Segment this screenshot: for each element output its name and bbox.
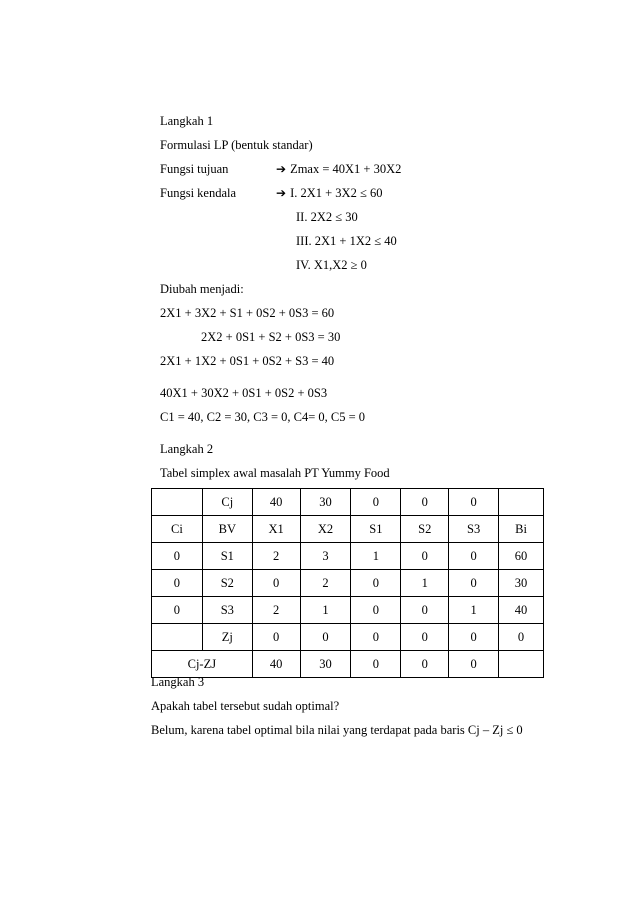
table-cell: Zj <box>202 624 252 651</box>
column-header: X2 <box>300 516 351 543</box>
table-row <box>152 597 544 624</box>
table-cell <box>152 624 203 651</box>
zj-row <box>152 624 544 651</box>
table-cell: 0 <box>252 570 300 597</box>
table-caption: Tabel simplex awal masalah PT Yummy Food <box>160 466 390 480</box>
table-cell: 60 <box>499 543 544 570</box>
right-arrow-icon: ➔ <box>276 186 287 200</box>
table-cell: S2 <box>202 570 252 597</box>
table-cell: 0 <box>300 624 351 651</box>
table-cell: 30 <box>300 489 351 516</box>
column-header: S1 <box>351 516 401 543</box>
coefficients: C1 = 40, C2 = 30, C3 = 0, C4= 0, C5 = 0 <box>160 410 366 424</box>
table-cell: 0 <box>351 624 401 651</box>
table-cell: 0 <box>401 597 449 624</box>
table-cell: S1 <box>202 543 252 570</box>
table-cell: 0 <box>152 570 203 597</box>
table-cell: 0 <box>401 651 449 678</box>
objective-label: Fungsi tujuan <box>160 162 229 176</box>
column-header: X1 <box>252 516 300 543</box>
step3-answer: Belum, karena tabel optimal bila nilai yang terdapat pada baris Cj – Zj ≤ 0 <box>151 723 523 737</box>
step3-question: Apakah tabel tersebut sudah optimal? <box>151 699 340 713</box>
table-cell: 0 <box>152 597 203 624</box>
constraint-1: I. 2X1 + 3X2 ≤ 60 <box>290 186 383 200</box>
table-cell: 40 <box>252 651 300 678</box>
table-cell: 1 <box>449 597 499 624</box>
constraint-line-1 <box>276 186 382 200</box>
converted-eq-1: 2X1 + 3X2 + S1 + 0S2 + 0S3 = 60 <box>160 306 335 320</box>
cj-zj-label: Cj-ZJ <box>152 651 253 678</box>
table-cell: 1 <box>300 597 351 624</box>
right-arrow-icon: ➔ <box>276 162 287 176</box>
step2-heading: Langkah 2 <box>160 442 214 456</box>
column-header: S3 <box>449 516 499 543</box>
converted-eq-2: 2X2 + 0S1 + S2 + 0S3 = 30 <box>201 330 341 344</box>
converted-label: Diubah menjadi: <box>160 282 244 296</box>
cj-row <box>152 489 544 516</box>
table-cell: 30 <box>300 651 351 678</box>
table-cell <box>152 489 203 516</box>
objective-line <box>276 162 401 176</box>
table-cell: 0 <box>401 489 449 516</box>
simplex-table <box>151 488 544 678</box>
table-cell: 30 <box>499 570 544 597</box>
constraint-4: IV. X1,X2 ≥ 0 <box>296 258 367 272</box>
table-cell: 0 <box>252 624 300 651</box>
table-cell: 1 <box>351 543 401 570</box>
step1-subtitle: Formulasi LP (bentuk standar) <box>160 138 313 152</box>
table-cell: 0 <box>449 489 499 516</box>
table-cell: 2 <box>300 570 351 597</box>
table-cell: 0 <box>351 570 401 597</box>
constraint-3: III. 2X1 + 1X2 ≤ 40 <box>296 234 397 248</box>
table-cell: 0 <box>351 489 401 516</box>
table-cell: 40 <box>499 597 544 624</box>
table-cell: 0 <box>499 624 544 651</box>
objective-expanded: 40X1 + 30X2 + 0S1 + 0S2 + 0S3 <box>160 386 328 400</box>
table-cell: 0 <box>401 624 449 651</box>
table-cell: 0 <box>351 597 401 624</box>
column-header: Bi <box>499 516 544 543</box>
table-row <box>152 570 544 597</box>
cj-zj-row <box>152 651 544 678</box>
table-cell <box>499 489 544 516</box>
converted-eq-3: 2X1 + 1X2 + 0S1 + 0S2 + S3 = 40 <box>160 354 335 368</box>
table-cell: Cj <box>202 489 252 516</box>
column-header: Ci <box>152 516 203 543</box>
table-cell <box>499 651 544 678</box>
constraint-2: II. 2X2 ≤ 30 <box>296 210 358 224</box>
column-header: S2 <box>401 516 449 543</box>
table-row <box>152 543 544 570</box>
table-cell: 0 <box>449 570 499 597</box>
table-cell: 0 <box>449 543 499 570</box>
header-row <box>152 516 544 543</box>
table-cell: 2 <box>252 543 300 570</box>
step3-heading: Langkah 3 <box>151 675 205 689</box>
objective-formula: Zmax = 40X1 + 30X2 <box>290 162 402 176</box>
table-cell: 3 <box>300 543 351 570</box>
table-cell: 40 <box>252 489 300 516</box>
column-header: BV <box>202 516 252 543</box>
step1-heading: Langkah 1 <box>160 114 214 128</box>
table-cell: 2 <box>252 597 300 624</box>
table-cell: 0 <box>401 543 449 570</box>
table-cell: 1 <box>401 570 449 597</box>
constraint-label: Fungsi kendala <box>160 186 237 200</box>
table-cell: 0 <box>449 624 499 651</box>
table-cell: 0 <box>351 651 401 678</box>
table-cell: 0 <box>152 543 203 570</box>
table-cell: S3 <box>202 597 252 624</box>
table-cell: 0 <box>449 651 499 678</box>
